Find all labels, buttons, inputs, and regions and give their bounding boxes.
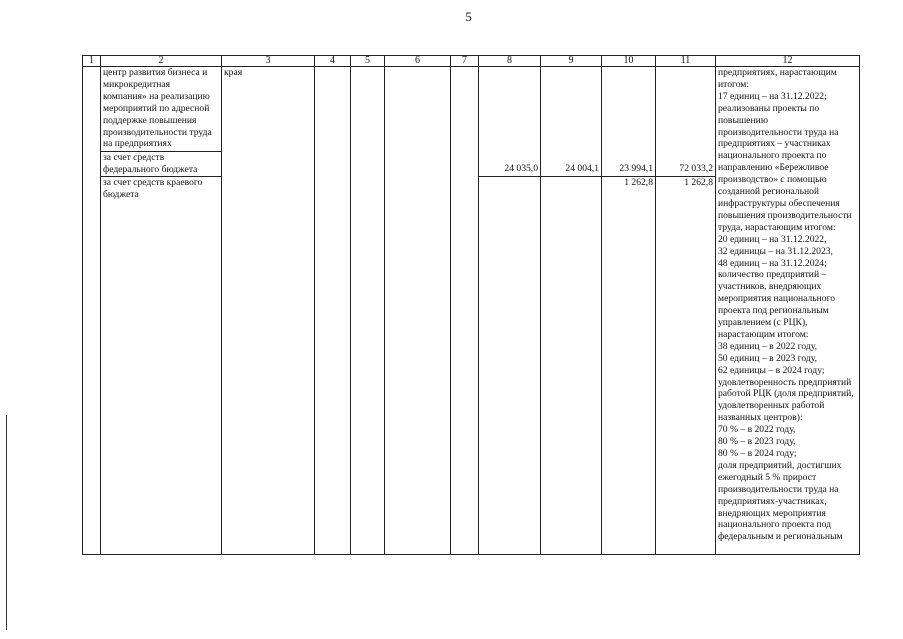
indicators-cell: предприятиях, нарастающим итогом: 17 единиц – на 31.12.2022; реализованы проекты по повышению производительности труда на предприятиях – участниках национального проекта по направлению «Бережливое производство» с помощью созданной региональной инфраструктуры обеспечения повышения производительности труда, нарастающим итогом: 20 единиц – на 31.12.2022, 32 единицы – на 31.12.2023, 48 единиц – на 31.12.2024; количество предприятий – участников, внедряющих мероприятия национального проекта под региональным управлением (с РЦК), нарастающим итогом: 38 единиц – в 2022 году, 50 единиц – в 2023 году, 62 единицы – в 2024 году; удовлетворенность предприятий работой РЦК (доля предприятий, удовлетворенных работой названных центров): 70 % – в 2022 году, 80 % – в 2023 году, 80 % – в 2024 году; доля предприятий, достигших ежегодный 5 % прирост производительности труда на предприятиях-участниках, внедряющих мероприятия национального проекта под федеральным и региональным bbox=[716, 67, 860, 555]
federal-col9-value: 24 004,1 bbox=[565, 163, 599, 174]
margin-rule bbox=[6, 415, 7, 630]
cell-col10 bbox=[602, 67, 656, 177]
cell-col9 bbox=[541, 67, 602, 177]
federal-col10-value: 23 994,1 bbox=[619, 163, 653, 174]
regional-col10-value: 1 262,8 bbox=[602, 177, 656, 555]
regional-col8-value bbox=[479, 177, 541, 555]
col-header: 3 bbox=[222, 56, 315, 67]
cell-col11 bbox=[656, 67, 716, 177]
measure-name-cell: центр развития бизнеса и микрокредитная компания» на реализацию мероприятий по адресной поддержке повышения производительности труда на предприятиях bbox=[101, 67, 222, 152]
federal-col8-value: 24 035,0 bbox=[504, 163, 538, 174]
col-header: 12 bbox=[716, 56, 860, 67]
table-row bbox=[83, 67, 860, 152]
budget-table bbox=[82, 55, 860, 555]
col-header: 2 bbox=[101, 56, 222, 67]
col-header: 6 bbox=[385, 56, 451, 67]
cell-col5 bbox=[351, 67, 385, 555]
col-header: 8 bbox=[479, 56, 541, 67]
cell-col7 bbox=[451, 67, 479, 555]
col-header: 5 bbox=[351, 56, 385, 67]
header-row bbox=[83, 56, 860, 67]
col-header: 4 bbox=[315, 56, 351, 67]
regional-col11-value: 1 262,8 bbox=[656, 177, 716, 555]
federal-col11-value: 72 033,2 bbox=[679, 163, 713, 174]
page-number: 5 bbox=[465, 9, 472, 24]
col-header: 1 bbox=[83, 56, 101, 67]
executor-cell: края bbox=[222, 67, 315, 555]
col-header: 7 bbox=[451, 56, 479, 67]
federal-budget-label: за счет средств федерального бюджета bbox=[101, 152, 222, 177]
cell-col4 bbox=[315, 67, 351, 555]
col-header: 11 bbox=[656, 56, 716, 67]
regional-col9-value bbox=[541, 177, 602, 555]
regional-budget-label: за счет средств краевого бюджета bbox=[101, 177, 222, 555]
col-header: 10 bbox=[602, 56, 656, 67]
cell-col1 bbox=[83, 67, 101, 555]
cell-col8 bbox=[479, 67, 541, 177]
cell-col6 bbox=[385, 67, 451, 555]
col-header: 9 bbox=[541, 56, 602, 67]
